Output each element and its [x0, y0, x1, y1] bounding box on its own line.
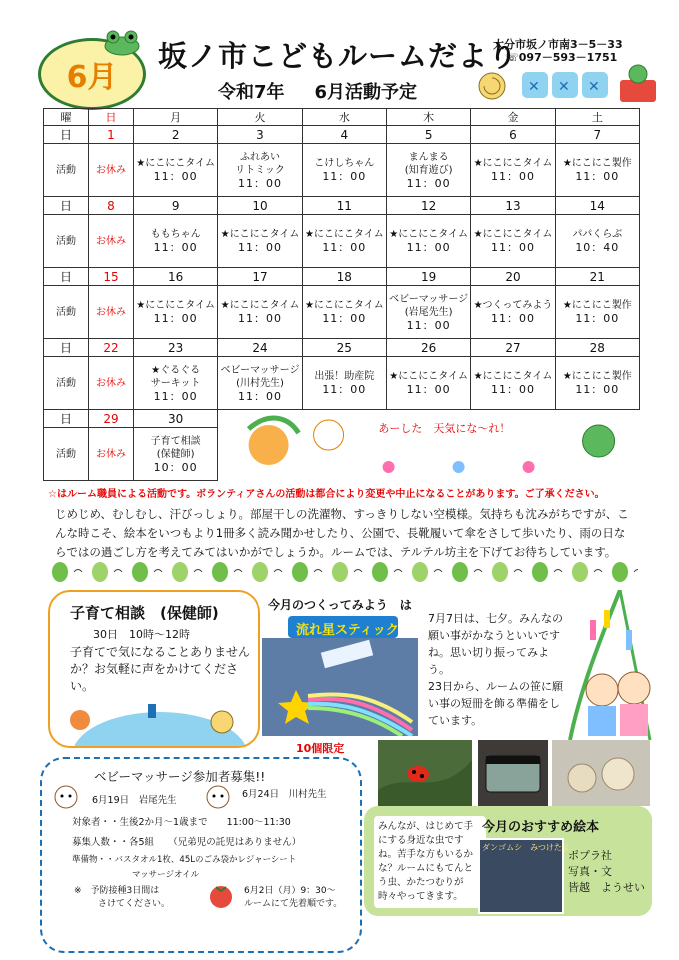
activity-time: 11：00	[237, 312, 282, 325]
activity-cell	[134, 144, 218, 197]
activity-cell	[386, 144, 470, 197]
book-author: 皆越 ようせい	[568, 881, 645, 894]
date-cell: 12	[386, 197, 470, 215]
date-cell: 25	[302, 339, 386, 357]
legend-note: ☆はルーム職員による活動です。ボランティアさんの活動は都合により変更や中止になることがあります。ご了承ください。	[48, 489, 605, 500]
activity-name: 出張！助産院	[314, 371, 375, 382]
massage-capacity: 募集人数・・各5組 （兄弟児の託児はありません）	[72, 837, 302, 848]
book-heading: 今月のおすすめ絵本	[482, 820, 600, 835]
phone-number: ☏097－593－1751	[505, 51, 618, 64]
activity-name: お休み	[96, 306, 126, 318]
activity-name: ★にこにこ製作	[562, 371, 632, 382]
activity-name: まんまる	[408, 151, 449, 163]
date-cell: 24	[218, 339, 302, 357]
weekday-tue: 火	[218, 109, 302, 126]
activity-label: 活動	[44, 144, 89, 197]
activity-row	[44, 144, 640, 197]
activity-name: ベビーマッサージ	[220, 364, 300, 376]
date-cell: 27	[471, 339, 555, 357]
intro-paragraph: じめじめ、むしむし、汗びっしょり。部屋干しの洗濯物、すっきりしない空模様。気持ちも沈みがちですが、こんな時こそ、絵本をいつもより1冊多く読み聞かせしたり、公園で、長靴履いて傘をさして歩いたり、雨の日ならではの過ごし方を考えてみてはいかがでしょうか。ルームでは、テルテル坊主を下げてお待ちしています。	[55, 507, 629, 559]
activity-label: 活動	[44, 286, 89, 339]
day-label: 日	[44, 339, 89, 357]
activity-cell	[386, 215, 470, 268]
activity-cell	[89, 428, 134, 481]
activity-time: 11：00	[153, 389, 198, 403]
day-label: 日	[44, 197, 89, 215]
subtitle	[218, 78, 447, 104]
bean-icon	[292, 562, 308, 582]
activity-label: 活動	[44, 215, 89, 268]
weekday-sun: 日	[89, 109, 134, 126]
bean-icon	[532, 562, 548, 582]
activity-time: 11：00	[575, 170, 620, 183]
bean-icon	[52, 562, 68, 582]
activity-name: ベビーマッサージ	[389, 293, 469, 305]
activity-cell	[386, 286, 470, 339]
activity-name: こけしちゃん	[314, 158, 375, 169]
bean-icon	[332, 562, 348, 582]
activity-time: 11：00	[490, 241, 535, 254]
activity-time: 11：00	[406, 318, 451, 332]
activity-row	[44, 215, 640, 268]
activity-cell	[89, 215, 134, 268]
date-cell: 14	[555, 197, 639, 215]
activity-name: ★にこにこタイム	[220, 300, 300, 311]
weekday-header-label: 曜	[44, 109, 89, 126]
squiggle-icon	[594, 570, 602, 573]
squiggle-icon	[274, 570, 282, 573]
page-title: 坂ノ市こどもルームだより	[158, 39, 519, 73]
squiggle-icon	[434, 570, 442, 573]
book-info	[568, 848, 645, 896]
squiggle-icon	[554, 570, 562, 573]
squiggle-icon	[394, 570, 402, 573]
massage-items-1: 準備物・・バスタオル1枚、45Lのごみ袋かレジャーシート	[72, 855, 297, 865]
bean-icon	[132, 562, 148, 582]
squiggle-icon	[234, 570, 242, 573]
tomato-icon	[206, 881, 236, 909]
month-badge-text: 6月	[66, 60, 118, 95]
date-cell: 9	[134, 197, 218, 215]
activity-time: 11：00	[406, 383, 451, 396]
activity-time: 11：00	[490, 383, 535, 396]
snail-shells-photo	[552, 740, 650, 806]
activity-time: 11：00	[575, 312, 620, 325]
weekday-mon: 月	[134, 109, 218, 126]
activity-cell	[471, 144, 555, 197]
address: 大分市坂ノ市南3－5－33	[493, 38, 623, 51]
activity-time: 11：00	[237, 241, 282, 254]
baby-icon	[204, 783, 232, 809]
activity-name: ★にこにこタイム	[136, 300, 216, 311]
date-cell: 29	[89, 410, 134, 428]
massage-target: 対象者・・生後2か月～1歳まで 11:00～11:30	[72, 817, 291, 828]
activity-cell	[471, 357, 555, 410]
activity-name: パパくらぶ	[572, 229, 623, 240]
squiggle-icon	[114, 570, 122, 573]
activity-name: ★にこにこタイム	[473, 158, 553, 169]
date-cell: 26	[386, 339, 470, 357]
book-cover-title: ダンゴムシ みつけたよ	[482, 843, 570, 852]
date-cell: 16	[134, 268, 218, 286]
date-cell: 13	[471, 197, 555, 215]
consultation-schedule: 30日 10時～12時	[93, 628, 190, 641]
date-cell: 17	[218, 268, 302, 286]
bean-divider-decoration	[48, 560, 638, 584]
activity-time: 11：00	[153, 312, 198, 325]
date-cell: 2	[134, 126, 218, 144]
activity-cell	[555, 357, 639, 410]
activity-name: ★つくってみよう	[473, 300, 553, 311]
activity-cell	[386, 357, 470, 410]
vaccine-note-1: ※ 予防接種3日間は	[74, 886, 160, 896]
activity-time: 11：00	[322, 170, 367, 183]
date-cell: 8	[89, 197, 134, 215]
date-cell: 19	[386, 268, 470, 286]
squiggle-icon	[194, 570, 202, 573]
activity-label: 活動	[44, 428, 89, 481]
activity-cell	[89, 357, 134, 410]
apply-note-2: ルームにて先着順です。	[244, 899, 343, 909]
massage-items-2: マッサージオイル	[132, 870, 200, 880]
frog-icon	[102, 30, 142, 56]
bean-icon	[252, 562, 268, 582]
weekday-wed: 水	[302, 109, 386, 126]
squiggle-icon	[154, 570, 162, 573]
bean-icon	[572, 562, 588, 582]
craft-limit: 10個限定	[296, 742, 345, 755]
date-cell: 21	[555, 268, 639, 286]
activity-name: (保健師)	[156, 448, 195, 460]
bean-icon	[92, 562, 108, 582]
activity-cell	[218, 144, 302, 197]
vaccine-note-2: さけてください。	[98, 899, 171, 909]
activity-name: サーキット	[150, 377, 201, 389]
activity-cell	[134, 357, 218, 410]
activity-name: (岩尾先生)	[404, 306, 453, 318]
day-label: 日	[44, 410, 89, 428]
book-publisher: ポプラ社	[568, 849, 612, 862]
date-cell: 30	[134, 410, 218, 428]
svg-text:✕: ✕	[558, 79, 570, 95]
bean-icon	[172, 562, 188, 582]
activity-name: ★にこにこ製作	[562, 158, 632, 169]
date-cell: 22	[89, 339, 134, 357]
bean-icon	[372, 562, 388, 582]
date-row	[44, 410, 640, 428]
squiggle-icon	[314, 570, 322, 573]
activity-cell	[134, 215, 218, 268]
activity-name: お休み	[96, 164, 126, 176]
massage-title: ベビーマッサージ参加者募集!!	[94, 769, 266, 784]
activity-name: ★にこにこタイム	[473, 229, 553, 240]
date-cell: 15	[89, 268, 134, 286]
plan-label: 6月活動予定	[314, 82, 418, 103]
book-credit: 写真・文	[568, 865, 612, 878]
date-cell: 23	[134, 339, 218, 357]
svg-text:✕: ✕	[588, 79, 600, 95]
activity-cell	[89, 144, 134, 197]
shooting-star-photo	[262, 638, 418, 736]
activity-time: 11：00	[322, 312, 367, 325]
activity-name: お休み	[96, 235, 126, 247]
activity-time: 11：00	[490, 170, 535, 183]
activity-cell	[302, 286, 386, 339]
date-row	[44, 339, 640, 357]
weekday-header-row	[44, 109, 640, 126]
consultation-title: 子育て相談 (保健師)	[70, 604, 219, 622]
rainy-weather-illustration	[218, 410, 640, 481]
date-cell: 11	[302, 197, 386, 215]
activity-name: ふれあい	[239, 151, 280, 163]
era-label: 令和7年	[218, 82, 285, 103]
bean-icon	[612, 562, 628, 582]
squiggle-icon	[474, 570, 482, 573]
activity-time: 11：00	[406, 176, 451, 190]
activity-name: 子育て相談	[150, 435, 201, 447]
activity-cell	[302, 215, 386, 268]
activity-name: リトミック	[235, 164, 285, 176]
activity-label: 活動	[44, 357, 89, 410]
activity-calendar	[43, 108, 640, 481]
activity-name: ★ぐるぐる	[151, 364, 201, 376]
activity-cell	[471, 215, 555, 268]
weekday-fri: 金	[471, 109, 555, 126]
activity-time: 11：00	[322, 383, 367, 396]
bean-icon	[412, 562, 428, 582]
date-cell: 7	[555, 126, 639, 144]
activity-name: (川村先生)	[236, 377, 284, 389]
activity-cell	[218, 286, 302, 339]
activity-name: ももちゃん	[150, 229, 201, 240]
bean-icon	[492, 562, 508, 582]
weekday-thu: 木	[386, 109, 470, 126]
activity-name: お休み	[96, 377, 126, 389]
date-cell: 20	[471, 268, 555, 286]
squiggle-icon	[354, 570, 362, 573]
bug-case-photo	[478, 740, 548, 806]
activity-time: 11：00	[153, 241, 198, 254]
date-cell: 18	[302, 268, 386, 286]
activity-cell	[555, 144, 639, 197]
activity-cell	[218, 215, 302, 268]
activity-cell	[134, 428, 218, 481]
apply-note-1: 6月2日（月）9：30～	[244, 886, 336, 896]
activity-name: ★にこにこタイム	[220, 229, 300, 240]
snail-frog-illustration	[470, 62, 670, 108]
date-cell: 1	[89, 126, 134, 144]
activity-cell	[555, 215, 639, 268]
activity-time: 11：00	[406, 241, 451, 254]
activity-cell	[134, 286, 218, 339]
activity-cell	[302, 357, 386, 410]
consultation-box	[48, 590, 260, 748]
baby-massage-box	[40, 757, 362, 953]
date-cell: 4	[302, 126, 386, 144]
activity-time: 11：00	[575, 383, 620, 396]
squiggle-icon	[74, 570, 82, 573]
craft-name: 流れ星スティック	[296, 623, 399, 638]
date-cell: 6	[471, 126, 555, 144]
sun-snail-illustration	[50, 692, 258, 746]
svg-text:✕: ✕	[528, 79, 540, 95]
activity-name: ★にこにこタイム	[389, 371, 469, 382]
massage-date-2: 6月24日 川村先生	[242, 789, 327, 800]
activity-time: 11：00	[490, 312, 535, 325]
activity-name: ★にこにこタイム	[304, 300, 384, 311]
squiggle-icon	[514, 570, 522, 573]
activity-name: ★にこにこタイム	[304, 229, 384, 240]
activity-cell	[555, 286, 639, 339]
activity-time: 11：00	[237, 389, 282, 403]
activity-name: ★にこにこタイム	[473, 371, 553, 382]
activity-time: 10：00	[153, 460, 198, 474]
activity-cell	[218, 357, 302, 410]
activity-name: (知育遊び)	[404, 164, 453, 176]
baby-icon	[52, 783, 80, 809]
ladybug-photo	[378, 740, 472, 806]
activity-time: 11：00	[322, 241, 367, 254]
massage-date-1: 6月19日 岩尾先生	[92, 795, 177, 806]
bean-icon	[212, 562, 228, 582]
weather-text: あーした 天気にな～れ！	[378, 422, 511, 435]
bean-icon	[452, 562, 468, 582]
activity-row	[44, 286, 640, 339]
activity-cell	[302, 144, 386, 197]
craft-title: 今月のつくってみよう は	[268, 598, 412, 612]
tanabata-bamboo-illustration	[560, 590, 660, 740]
date-row	[44, 197, 640, 215]
activity-row	[44, 357, 640, 410]
squiggle-icon	[634, 570, 638, 573]
date-cell: 5	[386, 126, 470, 144]
activity-cell	[89, 286, 134, 339]
date-cell: 28	[555, 339, 639, 357]
weekday-sat: 土	[555, 109, 639, 126]
date-cell: 3	[218, 126, 302, 144]
tanabata-message: 7月7日は、七夕。みんなの願い事がかなうといいですね。思い切り振ってみよう。 23日から、ルームの笹に願い事の短冊を飾る準備をしています。	[428, 612, 563, 727]
date-cell: 10	[218, 197, 302, 215]
activity-cell	[471, 286, 555, 339]
date-row	[44, 126, 640, 144]
activity-name: ★にこにこ製作	[562, 300, 632, 311]
activity-name: お休み	[96, 448, 126, 460]
consultation-message: 子育てで気になることありませんか？お気軽に声をかけてください。	[70, 645, 251, 693]
activity-name: ★にこにこタイム	[389, 229, 469, 240]
activity-name: ★にこにこタイム	[136, 158, 216, 169]
day-label: 日	[44, 126, 89, 144]
day-label: 日	[44, 268, 89, 286]
activity-time: 10：40	[575, 241, 620, 254]
date-row	[44, 268, 640, 286]
activity-time: 11：00	[153, 170, 198, 183]
book-note: みんなが、はじめて手にする身近な虫ですね。苦手な方もいるかな？ルームにもてんとう虫、かたつむりが時々やってきます。	[374, 816, 486, 908]
activity-time: 11：00	[237, 176, 282, 190]
